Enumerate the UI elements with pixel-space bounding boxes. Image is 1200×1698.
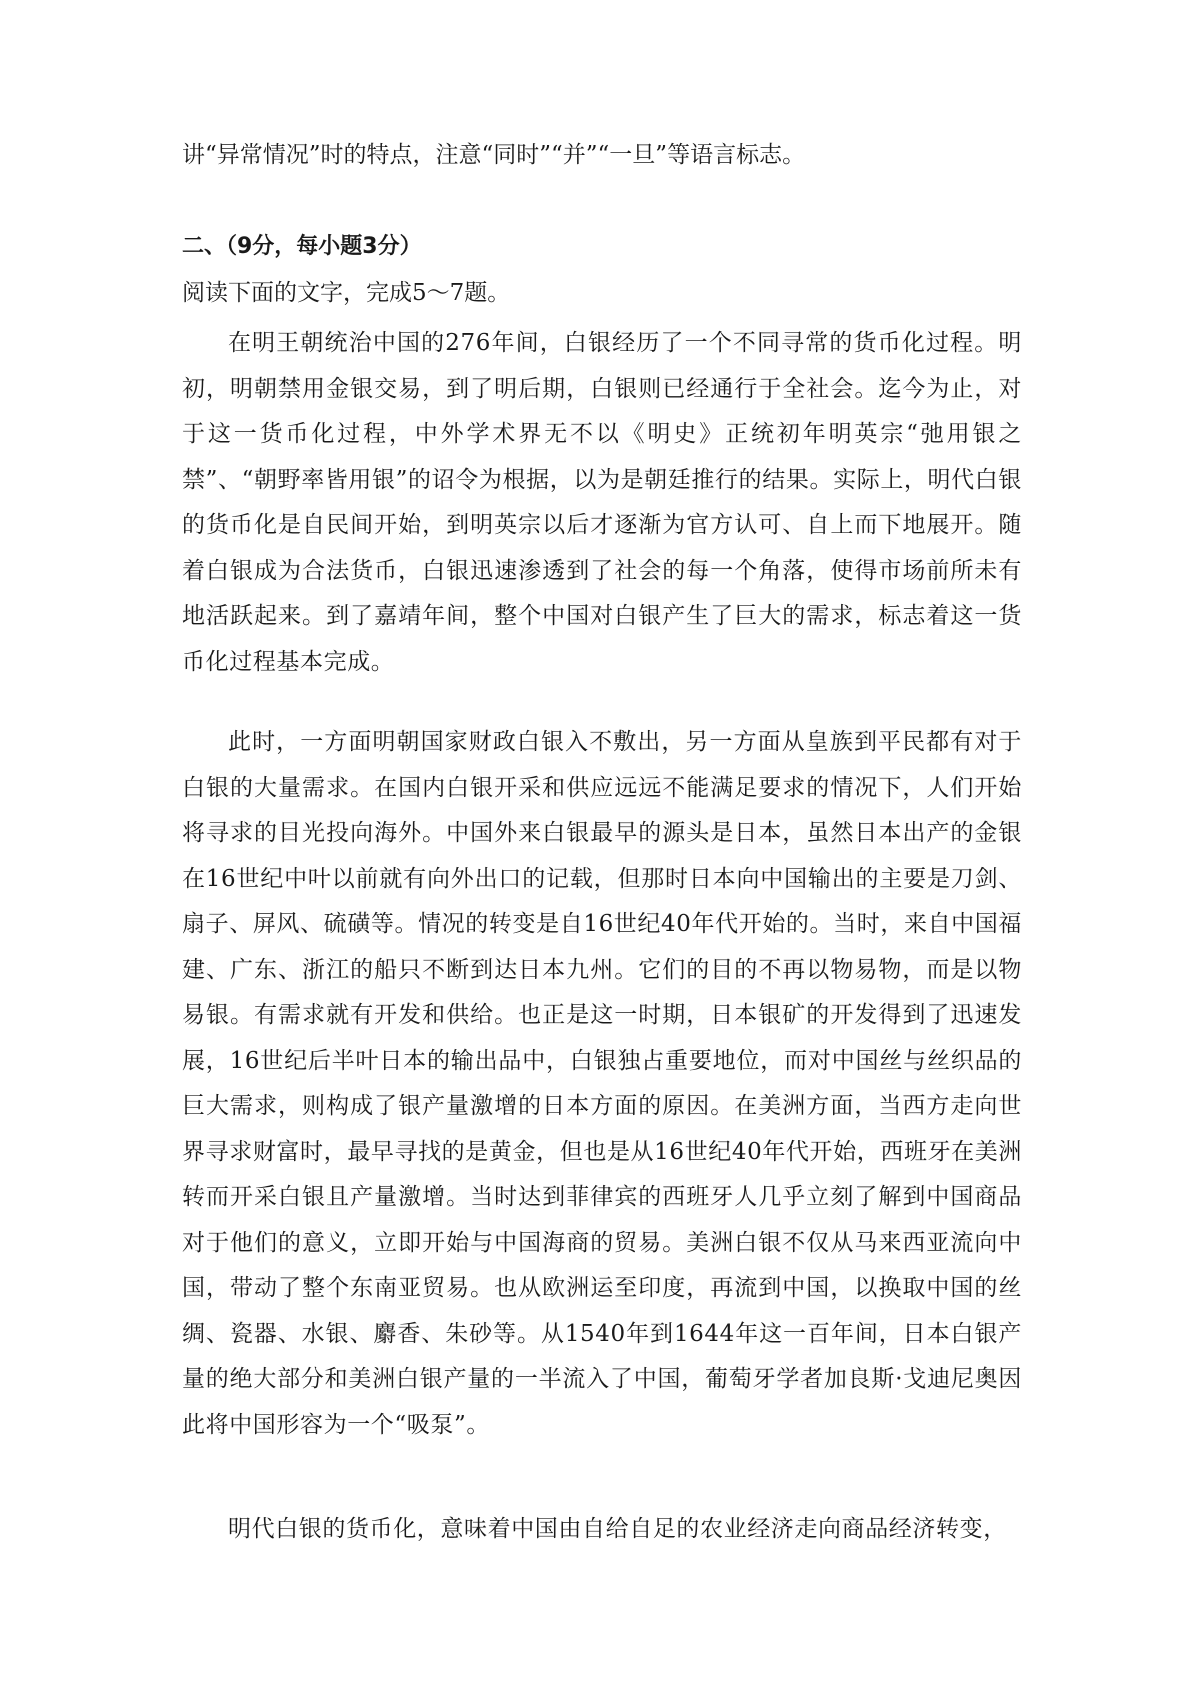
paragraph-1: 在明王朝统治中国的276年间，白银经历了一个不同寻常的货币化过程。明初，明朝禁用金银交易，到了明后期，白银则已经通行于全社会。迄今为止，对于这一货币化过程，中外学术界无不以《明史》正统初年明英宗“弛用银之禁”、“朝野率皆用银”的诏令为根据，以为是朝廷推行的结果。实际上，明代白银的货币化是自民间开始，到明英宗以后才逐渐为官方认可、自上而下地展开。随着白银成为合法货币，白银迅速渗透到了社会的每一个角落，使得市场前所未有地活跃起来。到了嘉靖年间，整个中国对白银产生了巨大的需求，标志着这一货币化过程基本完成。 — [182, 330, 1022, 675]
section-instruction: 阅读下面的文字，完成5～7题。 — [182, 280, 511, 306]
paragraph-3: 明代白银的货币化，意味着中国由自给自足的农业经济走向商品经济转变， — [228, 1516, 1007, 1542]
section-heading: 二、（9分，每小题3分） — [182, 234, 422, 259]
paragraph-2: 此时，一方面明朝国家财政白银入不敷出，另一方面从皇族到平民都有对于白银的大量需求。在国内白银开采和供应远远不能满足要求的情况下，人们开始将寻求的目光投向海外。中国外来白银最早的源头是日本，虽然日本出产的金银在16世纪中叶以前就有向外出口的记载，但那时日本向中国输出的主要是刀剑、扇子、屏风、硫磺等。情况的转变是自16世纪40年代开始的。当时，来自中国福建、广东、浙江的船只不断到达日本九州。它们的目的不再以物易物，而是以物易银。有需求就有开发和供给。也正是这一时期，日本银矿的开发得到了迅速发展，16世纪后半叶日本的输出品中，白银独占重要地位，而对中国丝与丝织品的巨大需求，则构成了银产量激增的日本方面的原因。在美洲方面，当西方走向世界寻求财富时，最早寻找的是黄金，但也是从16世纪40年代开始，西班牙在美洲转而开采白银且产量激增。当时达到菲律宾的西班牙人几乎立刻了解到中国商品对于他们的意义，立即开始与中国海商的贸易。美洲白银不仅从马来西亚流向中国，带动了整个东南亚贸易。也从欧洲运至印度，再流到中国，以换取中国的丝绸、瓷器、水银、麝香、朱砂等。从1540年到1644年这一百年间，日本白银产量的绝大部分和美洲白银产量的一半流入了中国，葡萄牙学者加良斯·戈迪尼奥因此将中国形容为一个“吸泵”。 — [182, 729, 1022, 1438]
continuation-line: 讲“异常情况”时的特点，注意“同时”“并”“一旦”等语言标志。 — [182, 142, 806, 168]
